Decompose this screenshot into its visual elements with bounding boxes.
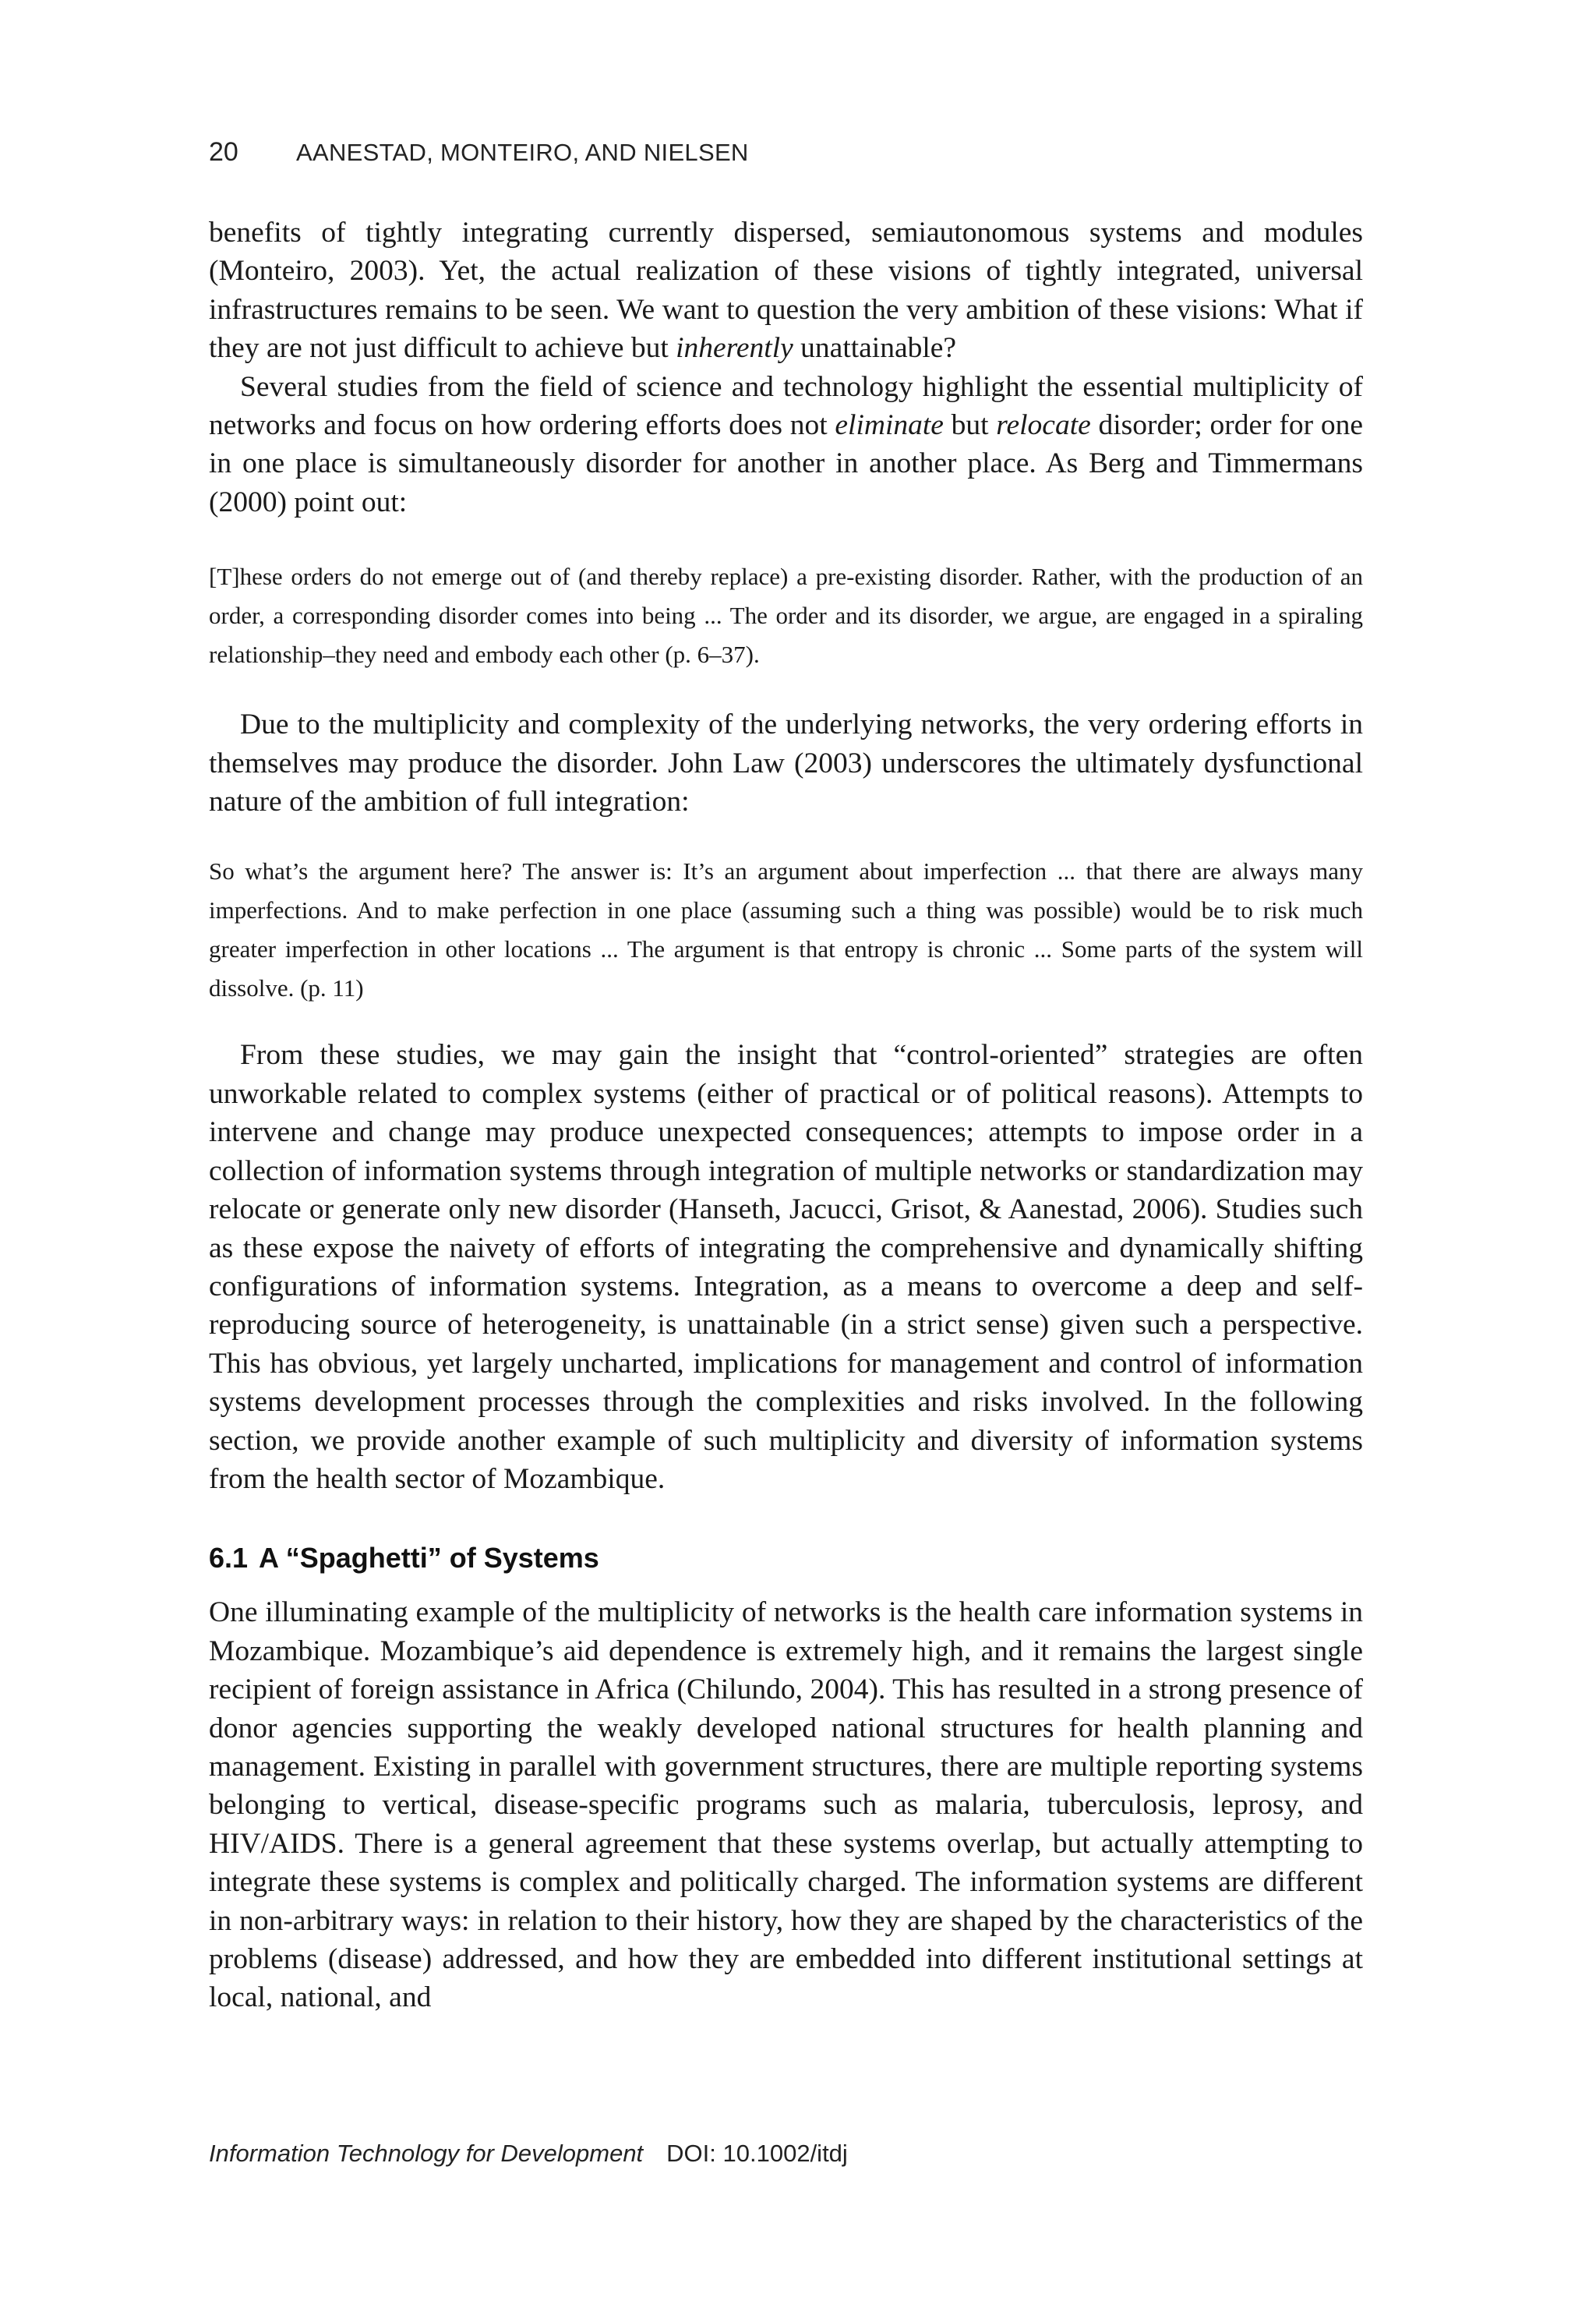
running-head-authors: AANESTAD, MONTEIRO, AND NIELSEN (296, 139, 749, 166)
journal-name: Information Technology for Development (209, 2140, 644, 2167)
paragraph-5: One illuminating example of the multiplicity of networks is the health care information systems in Mozambique. Mozambique’s aid dependence is extremely high, and it remains the largest single recipient of foreign assistance in Africa (Chilundo, 2004). This has resulted in a strong presence of donor agencies supporting the weakly developed national structures for health planning and management. Existing in parallel with government structures, there are multiple reporting systems belonging to vertical, disease-specific programs such as malaria, tuberculosis, leprosy, and HIV/AIDS. There is a general agreement that these systems overlap, but actually attempting to integrate these systems is complex and politically charged. The information systems are different in non-arbitrary ways: in relation to their history, how they are shaped by the characteristics of the problems (disease) addressed, and how they are embedded into different institutional settings at local, national, and (209, 1596, 1363, 2014)
running-footer (209, 2140, 848, 2168)
section-heading (209, 1542, 1363, 1575)
section-number: 6.1 (209, 1542, 249, 1575)
paragraph-3: Due to the multiplicity and complexity of the underlying networks, the very ordering efforts in themselves may produce the disorder. John Law (2003) underscores the ultimately dysfunctional nature of the ambition of full integration: (209, 709, 1363, 818)
section-title: A “Spaghetti” of Systems (259, 1542, 599, 1575)
emphasis-relocate: relocate (996, 409, 1091, 442)
block-quote-law: So what’s the argument here? The answer is: It’s an argument about imperfection ... that there are always many imperfections. And to make perfection in one place (assuming such a thing was possible) would be to risk much greater imperfection in other locations ... The argument is that entropy is chronic ... Some parts of the system will dissolve. (p. 11) (209, 857, 1363, 1002)
paragraph-1: benefits of tightly integrating currently dispersed, semiautonomous systems and modules (Monteiro, 2003). Yet, the actual realization of these visions of tightly integrated, universal infrastructures remains to be seen. We want to question the very ambition of these visions: What if they are not just difficult to achieve but inherently unattainable? (209, 217, 1363, 365)
emphasis-inherently: inherently (676, 332, 793, 365)
block-quote-berg-timmermans: [T]hese orders do not emerge out of (and thereby replace) a pre-existing disorder. Rather, with the production of an order, a corresponding disorder comes into being ... The order and its disorder, we argue, are engaged in a spiraling relationship–they need and embody each other (p. 6–37). (209, 563, 1363, 669)
page-number: 20 (209, 137, 238, 167)
paragraph-2: Several studies from the field of science and technology highlight the essential multiplicity of networks and focus on how ordering efforts does not eliminate but relocate disorder; order for one in one place is simultaneously disorder for another in another place. As Berg and Timmermans (2000) point out: (209, 370, 1363, 518)
doi: DOI: 10.1002/itdj (666, 2140, 848, 2167)
emphasis-eliminate: eliminate (835, 409, 944, 442)
body-text (209, 214, 1363, 2017)
running-header (209, 137, 749, 175)
paragraph-4: From these studies, we may gain the insight that “control-oriented” strategies are often unworkable related to complex systems (either of practical or of political reasons). Attempts to intervene and change may produce unexpected consequences; attempts to impose order in a collection of information systems through integration of multiple networks or standardization may relocate or generate only new disorder (Hanseth, Jacucci, Grisot, & Aanestad, 2006). Studies such as these expose the naivety of efforts of integrating the comprehensive and dynamically shifting configurations of information systems. Integration, as a means to overcome a deep and self-reproducing source of heterogeneity, is unattainable (in a strict sense) given such a perspective. This has obvious, yet largely uncharted, implications for management and control of information systems development processes through the complexities and risks involved. In the following section, we provide another example of such multiplicity and diversity of information systems from the health sector of Mozambique. (209, 1039, 1363, 1495)
